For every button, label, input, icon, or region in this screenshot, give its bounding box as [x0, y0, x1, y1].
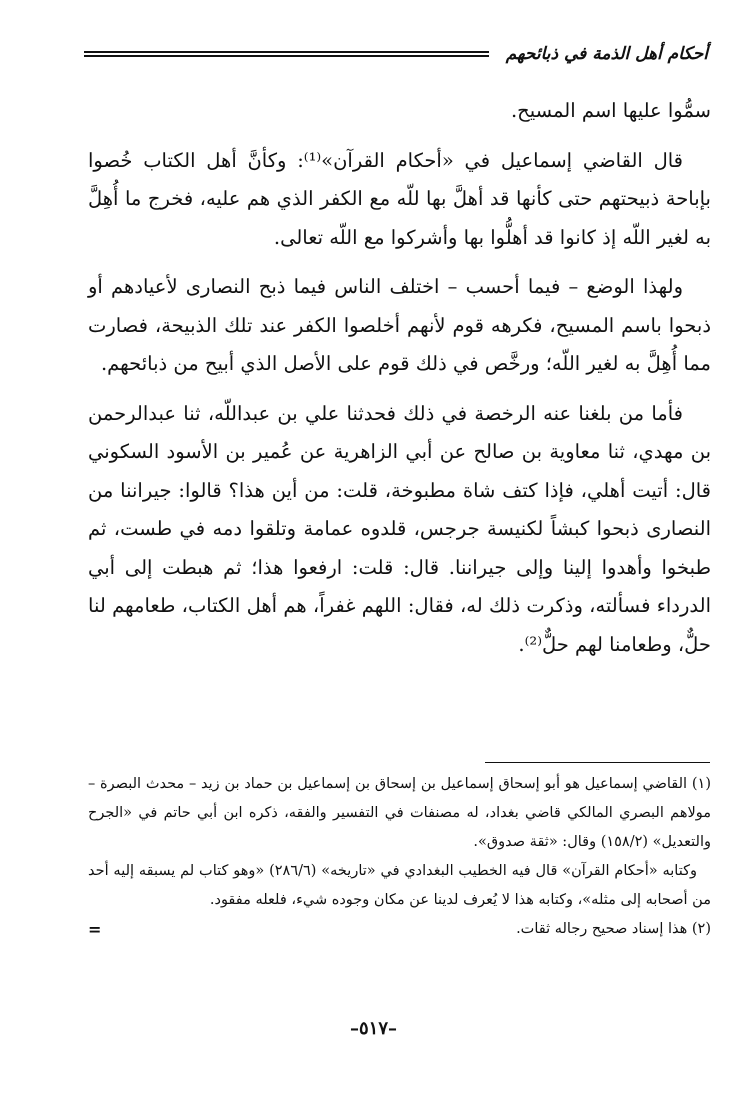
paragraph-3: ولهذا الوضع – فيما أحسب – اختلف الناس فيما ذبح النصارى لأعيادهم أو ذبحوا باسم المسيح، فكرهه قوم لأنهم أخلصوا الكفر عند تلك الذبيحة، فصارت مما أُهِلَّ به لغير اللّه؛ ورخَّص في ذلك قوم على الأصل الذي أبيح من ذبائحهم.	[88, 275, 711, 375]
paragraph-4: فأما من بلغنا عنه الرخصة في ذلك فحدثنا علي بن عبداللّه، ثنا عبدالرحمن بن مهدي، ثنا معاوية بن صالح عن أبي الزاهرية عن عُمير بن الأسود السكوني قال: أتيت أهلي، فإذا كتف شاة مطبوخة، قلت: من أين هذا؟ قالوا: جيراننا من النصارى ذبحوا كبشاً لكنيسة جرجس، قلدوه عمامة وتلقوا دمه في طست، ثم طبخوا وأهدوا إلينا وإلى جيراننا. قال: قلت: ارفعوا هذا؛ ثم هبطت إلى أبي الدرداء فسألته، وذكرت ذلك له، فقال: اللهم غفراً، هم أهل الكتاب، طعامهم لنا حلٌّ، وطعامنا لهم حلٌّ⁽²⁾.	[88, 401, 711, 656]
footnote-1-continued: وكتابه «أحكام القرآن» قال فيه الخطيب البغدادي في «تاريخه» (٢٨٦/٦) «وهو كتاب لم يسبقه إليه أحد من أصحابه إلى مثله»، وكتابه هذا لا يُعرف لدينا عن مكان وجوده شيء، فلعله مفقود.	[88, 863, 711, 908]
running-header	[84, 42, 708, 78]
footnote-2-text: (٢) هذا إسناد صحيح رجاله ثقات.	[516, 921, 711, 937]
header-title: أحكام أهل الذمة في ذبائحهم	[505, 44, 708, 64]
continuation-mark: =	[88, 920, 102, 939]
footnote-1: (١) القاضي إسماعيل هو أبو إسحاق إسماعيل بن إسحاق بن إسماعيل بن حماد بن زيد – محدث البصرة – مولاهم البصري المالكي قاضي بغداد، له مصنفات في التفسير والفقه، ذكره ابن أبي حاتم في «الجرح والتعديل» (١٥٨/٢) وقال: «ثقة صدوق».	[88, 776, 711, 850]
footnote-2	[88, 915, 711, 944]
paragraph-1: سمُّوا عليها اسم المسيح.	[510, 99, 711, 122]
footnote-separator	[485, 762, 710, 763]
header-double-rule	[84, 51, 489, 57]
page-number: –٥١٧–	[349, 1018, 397, 1039]
paragraph-2: قال القاضي إسماعيل في «أحكام القرآن»⁽¹⁾: وكأنَّ أهل الكتاب خُصوا بإباحة ذبيحتهم حتى كأنها قد أهلَّ بها للّه مع الكفر الذي هم عليه، فخرج ما أُهِلَّ به لغير اللّه إذ كانوا قد أهلُّوا بها وأشركوا مع اللّه تعالى.	[88, 148, 711, 249]
main-text	[88, 92, 711, 675]
footnotes	[88, 770, 711, 944]
